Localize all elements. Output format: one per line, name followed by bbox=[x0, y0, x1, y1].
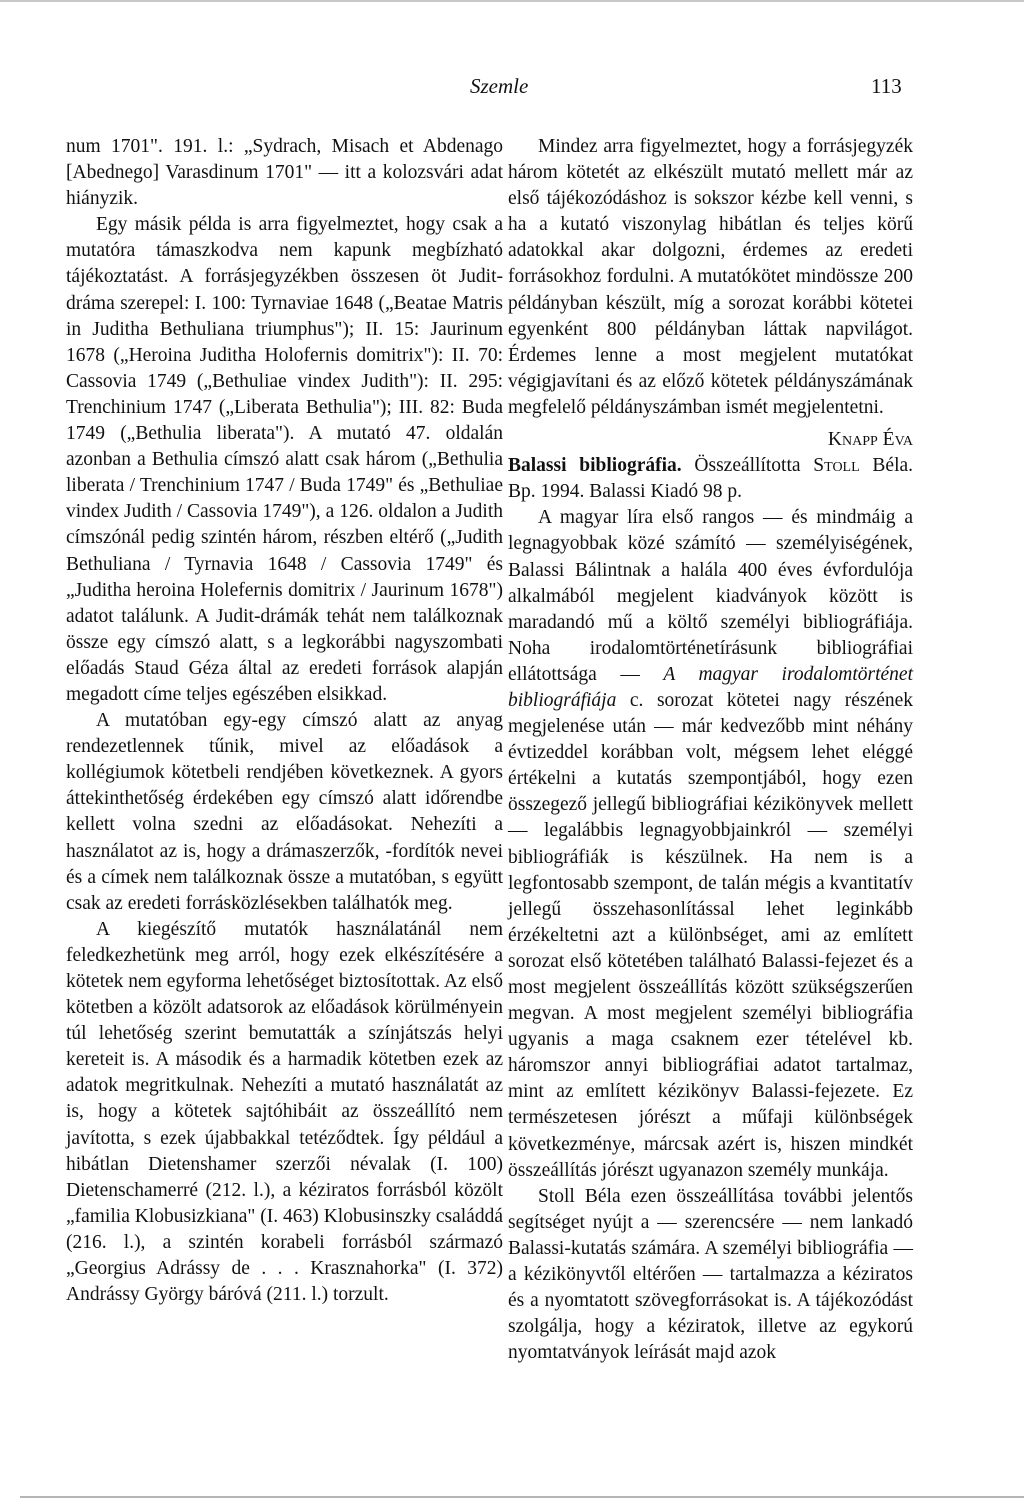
review-publication: Bp. 1994. Balassi Kiadó 98 p. bbox=[508, 481, 742, 503]
review-compiler-first: Béla. bbox=[872, 455, 914, 477]
running-header-title: Szemle bbox=[470, 74, 529, 98]
left-column bbox=[66, 134, 503, 1308]
left-paragraph-4: A kiegészítő mutatók használatánál nem feledkezhetünk meg arról, hogy ezek elkészítésére a kötetek nem egyforma lehetőséget biztosítottak. Az első kötetben a közölt adatsorok az előadások körülményein túl lehetőség szerint bemutatták a színjátszás helyi kereteit is. A második és a harmadik kötetben ezek az adatok megritkulnak. Nehezíti a mutató használatát az is, hogy a kötetek sajtóhibáit az összeállító nem javította, s ezek újabbakkal tetéződtek. Így például a hibátlan Dietenshamer szerzői névalak (I. 100) Dietenschamerré (212. l.), a kéziratos forrásból közölt „familia Klobusizkiana" (I. 463) Klobusinszky családdá (216. l.), a szintén korabeli forrásból származó „Georgius Adrássy de . . . Krasznahorka" (I. 372) Andrássy György báróvá (211. l.) torzult. bbox=[66, 918, 503, 1306]
right-paragraph-3: Stoll Béla ezen összeállítása további jelentős segítséget nyújt a — szerencsére — nem lankadó Balassi-kutatás számára. A személyi bibliográfia — a kézikönyvtől eltérően — tartalmazza a kéziratos és a nyomtatott szövegforrásokat is. A tájékozódást szolgálja, hogy a kéziratok, illetve az egykorú nyomtatványok leírását majd azok bbox=[508, 1185, 913, 1364]
review-compiler: Stoll bbox=[813, 455, 860, 477]
review-compiled-by: Összeállította bbox=[694, 455, 801, 477]
bottom-border-line bbox=[20, 1496, 1024, 1498]
review-heading bbox=[508, 453, 913, 505]
right-paragraph-1: Mindez arra figyelmeztet, hogy a forrásjegyzék három kötetét az elkészült mutató mellett már az első tájékozódáshoz is sokszor kézbe kell venni, s ha a kutató viszonylag hibátlan és teljes körű adatokkal akar dolgozni, érdemes az eredeti forrásokhoz fordulni. A mutatókötet mindössze 200 példányban készült, míg a sorozat korábbi kötetei egyenként 800 példányban láttak napvilágot. Érdemes lenne a most megjelent mutatókat végigjavítani és az előző kötetek példányszámának megfelelő példányszámban ismét megjelentetni. bbox=[508, 136, 913, 418]
review-title: Balassi bibliográfia. bbox=[508, 455, 682, 477]
review-signature: Knapp Éva bbox=[827, 429, 913, 451]
page-number: 113 bbox=[871, 74, 902, 98]
series-title-italic: A magyar irodalomtörténet bibliográfiája bbox=[508, 663, 913, 711]
top-border-line bbox=[0, 0, 1024, 2]
right-column bbox=[508, 134, 913, 1366]
right-paragraph-2-part-2: c. sorozat kötetei nagy részének megjelenése után — már kedvezőbb mint néhány évtizeddel korábban volt, mégsem lehet eléggé értékelni a kutatás szempontjából, hogy ezen összegező jellegű bibliográfiai kézikönyvek mellett — legalábbis legnagyobbjainkról — személyi bibliográfiák is készülnek. Ha nem is a legfontosabb szempont, de talán mégis a kvantitatív jellegű összehasonlítással lehet leginkább érzékeltetni azt a különbséget, ami az említett sorozat első kötetében található Balassi-fejezet és a most megjelent összeállítás között szükségszerűen megvan. A most megjelent személyi bibliográfia ugyanis a maga csaknem ezer tételével kb. háromszor annyi bibliográfiai adatot tartalmaz, mint az említett kézikönyv Balassi-fejezete. Ez természetesen jórészt a műfaji különbségek következménye, márcsak azért is, hiszen mindkét összeállítás jórészt ugyanazon személy munkája. bbox=[508, 689, 914, 1181]
right-paragraph-2-part-1: A magyar líra első rangos — és mindmáig a legnagyobbak közé számító — személyiségének, Balassi Bálintnak a halála 400 éves évfordulója alkalmából megjelent kiadványok között is maradandó mű a költő személyi bibliográfiája. Noha irodalomtörténetírásunk bibliográfiai ellátottsága — bbox=[508, 507, 913, 685]
left-paragraph-3: A mutatóban egy-egy címszó alatt az anyag rendezetlennek tűnik, mivel az előadások a kollégiumok kötetbeli rendjében következnek. A gyors áttekinthetőség érdekében egy címszó alatt időrendbe kellett volna szedni az előadásokat. Nehezíti a használatot az is, hogy a drámaszerzők, -fordítók nevei és a címek nem találkoznak össze a mutatóban, s együtt csak az eredeti forrásközlésekben találhatók meg. bbox=[66, 710, 503, 914]
left-paragraph-1: num 1701". 191. l.: „Sydrach, Misach et Abdenago [Abednego] Varasdinum 1701" — itt a kolozsvári adat hiányzik. bbox=[66, 136, 503, 210]
left-paragraph-2: Egy másik példa is arra figyelmeztet, hogy csak a mutatóra támaszkodva nem kapunk megbízható tájékoztatást. A forrásjegyzékben összesen öt Judit-dráma szerepel: I. 100: Tyrnaviae 1648 („Beatae Matris in Juditha Bethuliana triumphus"); II. 15: Jaurinum 1678 („Heroina Juditha Holofernis domitrix"): II. 70: Cassovia 1749 („Bethuliae vindex Judith"): II. 295: Trenchinium 1747 („Liberata Bethulia"); III. 82: Buda 1749 („Bethulia liberata"). A mutató 47. oldalán azonban a Bethulia címszó alatt csak három („Bethulia liberata / Trenchinium 1747 / Buda 1749" és „Bethuliae vindex Judith / Cassovia 1749"), a 126. oldalon a Judith címszónál pedig szintén három, részben eltérő („Judith Bethuliana / Tyrnavia 1648 / Cassovia 1749" és „Juditha heroina Holefernis domitrix / Jaurinum 1678") adatot találunk. A Judit-drámák tehát nem találkoznak össze egy címszó alatt, s a legkorábbi nagyszombati előadás Staud Géza által az eredeti források alapján megadott címe teljes egészében elsikkad. bbox=[66, 214, 503, 705]
right-paragraph-2 bbox=[508, 505, 913, 1183]
